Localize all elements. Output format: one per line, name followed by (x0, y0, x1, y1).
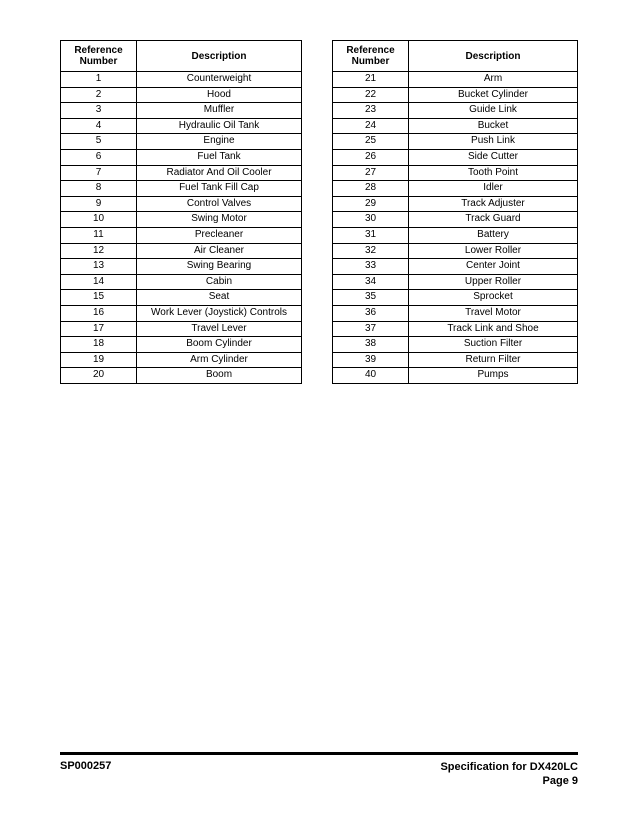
table-row (61, 321, 302, 337)
reference-number-cell: 11 (61, 227, 137, 243)
header-reference-number-label: Reference Number (74, 45, 123, 67)
description-cell: Track Guard (409, 212, 578, 228)
reference-number-cell: 6 (61, 149, 137, 165)
header-reference-number-label: Reference Number (346, 45, 395, 67)
table-row (333, 337, 578, 353)
reference-number-cell: 27 (333, 165, 409, 181)
reference-number-cell: 31 (333, 227, 409, 243)
reference-number-cell: 24 (333, 118, 409, 134)
reference-table-right-body (333, 72, 578, 384)
reference-number-cell: 39 (333, 352, 409, 368)
reference-number-cell: 40 (333, 368, 409, 384)
table-row (333, 134, 578, 150)
table-row (61, 87, 302, 103)
reference-number-cell: 32 (333, 243, 409, 259)
table-row (61, 149, 302, 165)
reference-number-cell: 33 (333, 259, 409, 275)
reference-number-cell: 10 (61, 212, 137, 228)
description-cell: Idler (409, 181, 578, 197)
reference-number-cell: 17 (61, 321, 137, 337)
table-header-row (61, 41, 302, 72)
header-reference-number (333, 41, 409, 72)
table-row (333, 165, 578, 181)
footer-right-block (440, 760, 578, 788)
description-cell: Pumps (409, 368, 578, 384)
description-cell: Counterweight (137, 72, 302, 88)
reference-number-cell: 19 (61, 352, 137, 368)
table-row (333, 118, 578, 134)
reference-number-cell: 13 (61, 259, 137, 275)
description-cell: Travel Lever (137, 321, 302, 337)
table-row (333, 149, 578, 165)
description-cell: Guide Link (409, 103, 578, 119)
table-row (333, 227, 578, 243)
description-cell: Control Valves (137, 196, 302, 212)
reference-number-cell: 2 (61, 87, 137, 103)
description-cell: Boom Cylinder (137, 337, 302, 353)
description-cell: Track Adjuster (409, 196, 578, 212)
table-row (333, 181, 578, 197)
description-cell: Bucket Cylinder (409, 87, 578, 103)
table-row (333, 274, 578, 290)
table-row (333, 259, 578, 275)
description-cell: Tooth Point (409, 165, 578, 181)
reference-table-left-body (61, 72, 302, 384)
table-row (61, 103, 302, 119)
table-row (61, 165, 302, 181)
reference-number-cell: 34 (333, 274, 409, 290)
table-row (333, 87, 578, 103)
footer-rule (60, 752, 578, 755)
table-row (61, 305, 302, 321)
table-row (61, 290, 302, 306)
description-cell: Center Joint (409, 259, 578, 275)
description-cell: Air Cleaner (137, 243, 302, 259)
description-cell: Muffler (137, 103, 302, 119)
description-cell: Swing Bearing (137, 259, 302, 275)
table-row (333, 103, 578, 119)
table-row (61, 72, 302, 88)
footer-doc-code: SP000257 (60, 760, 112, 772)
table-row (61, 181, 302, 197)
reference-number-cell: 4 (61, 118, 137, 134)
description-cell: Push Link (409, 134, 578, 150)
footer-page-label: Page 9 (542, 775, 578, 787)
reference-number-cell: 23 (333, 103, 409, 119)
table-row (61, 368, 302, 384)
description-cell: Lower Roller (409, 243, 578, 259)
description-cell: Work Lever (Joystick) Controls (137, 305, 302, 321)
reference-number-cell: 18 (61, 337, 137, 353)
description-cell: Travel Motor (409, 305, 578, 321)
table-row (61, 134, 302, 150)
reference-number-cell: 8 (61, 181, 137, 197)
table-row (333, 72, 578, 88)
table-row (61, 274, 302, 290)
table-row (333, 305, 578, 321)
table-row (333, 196, 578, 212)
reference-number-cell: 38 (333, 337, 409, 353)
header-description: Description (409, 41, 578, 72)
description-cell: Seat (137, 290, 302, 306)
reference-number-cell: 37 (333, 321, 409, 337)
description-cell: Engine (137, 134, 302, 150)
reference-number-cell: 12 (61, 243, 137, 259)
reference-number-cell: 20 (61, 368, 137, 384)
description-cell: Radiator And Oil Cooler (137, 165, 302, 181)
reference-number-cell: 1 (61, 72, 137, 88)
table-row (61, 227, 302, 243)
description-cell: Arm (409, 72, 578, 88)
table-header-row (333, 41, 578, 72)
description-cell: Cabin (137, 274, 302, 290)
table-row (333, 368, 578, 384)
table-row (61, 118, 302, 134)
header-description: Description (137, 41, 302, 72)
description-cell: Fuel Tank Fill Cap (137, 181, 302, 197)
table-row (61, 352, 302, 368)
table-row (61, 212, 302, 228)
reference-number-cell: 26 (333, 149, 409, 165)
table-row (61, 243, 302, 259)
reference-number-cell: 28 (333, 181, 409, 197)
reference-number-cell: 14 (61, 274, 137, 290)
description-cell: Arm Cylinder (137, 352, 302, 368)
reference-number-cell: 7 (61, 165, 137, 181)
description-cell: Sprocket (409, 290, 578, 306)
reference-number-cell: 5 (61, 134, 137, 150)
reference-number-cell: 25 (333, 134, 409, 150)
header-reference-number (61, 41, 137, 72)
description-cell: Side Cutter (409, 149, 578, 165)
description-cell: Track Link and Shoe (409, 321, 578, 337)
table-row (61, 196, 302, 212)
reference-number-cell: 30 (333, 212, 409, 228)
reference-number-cell: 36 (333, 305, 409, 321)
reference-number-cell: 9 (61, 196, 137, 212)
description-cell: Precleaner (137, 227, 302, 243)
table-row (61, 337, 302, 353)
table-row (333, 321, 578, 337)
table-row (333, 212, 578, 228)
reference-number-cell: 21 (333, 72, 409, 88)
table-row (333, 290, 578, 306)
description-cell: Return Filter (409, 352, 578, 368)
description-cell: Bucket (409, 118, 578, 134)
description-cell: Hood (137, 87, 302, 103)
description-cell: Hydraulic Oil Tank (137, 118, 302, 134)
description-cell: Battery (409, 227, 578, 243)
reference-number-cell: 16 (61, 305, 137, 321)
description-cell: Upper Roller (409, 274, 578, 290)
reference-table-left (60, 40, 302, 384)
reference-number-cell: 15 (61, 290, 137, 306)
table-row (61, 259, 302, 275)
reference-number-cell: 22 (333, 87, 409, 103)
reference-number-cell: 3 (61, 103, 137, 119)
reference-number-cell: 29 (333, 196, 409, 212)
reference-number-cell: 35 (333, 290, 409, 306)
description-cell: Boom (137, 368, 302, 384)
footer-spec-title: Specification for DX420LC (440, 761, 578, 773)
table-row (333, 352, 578, 368)
description-cell: Swing Motor (137, 212, 302, 228)
reference-table-right (332, 40, 578, 384)
description-cell: Suction Filter (409, 337, 578, 353)
table-row (333, 243, 578, 259)
description-cell: Fuel Tank (137, 149, 302, 165)
